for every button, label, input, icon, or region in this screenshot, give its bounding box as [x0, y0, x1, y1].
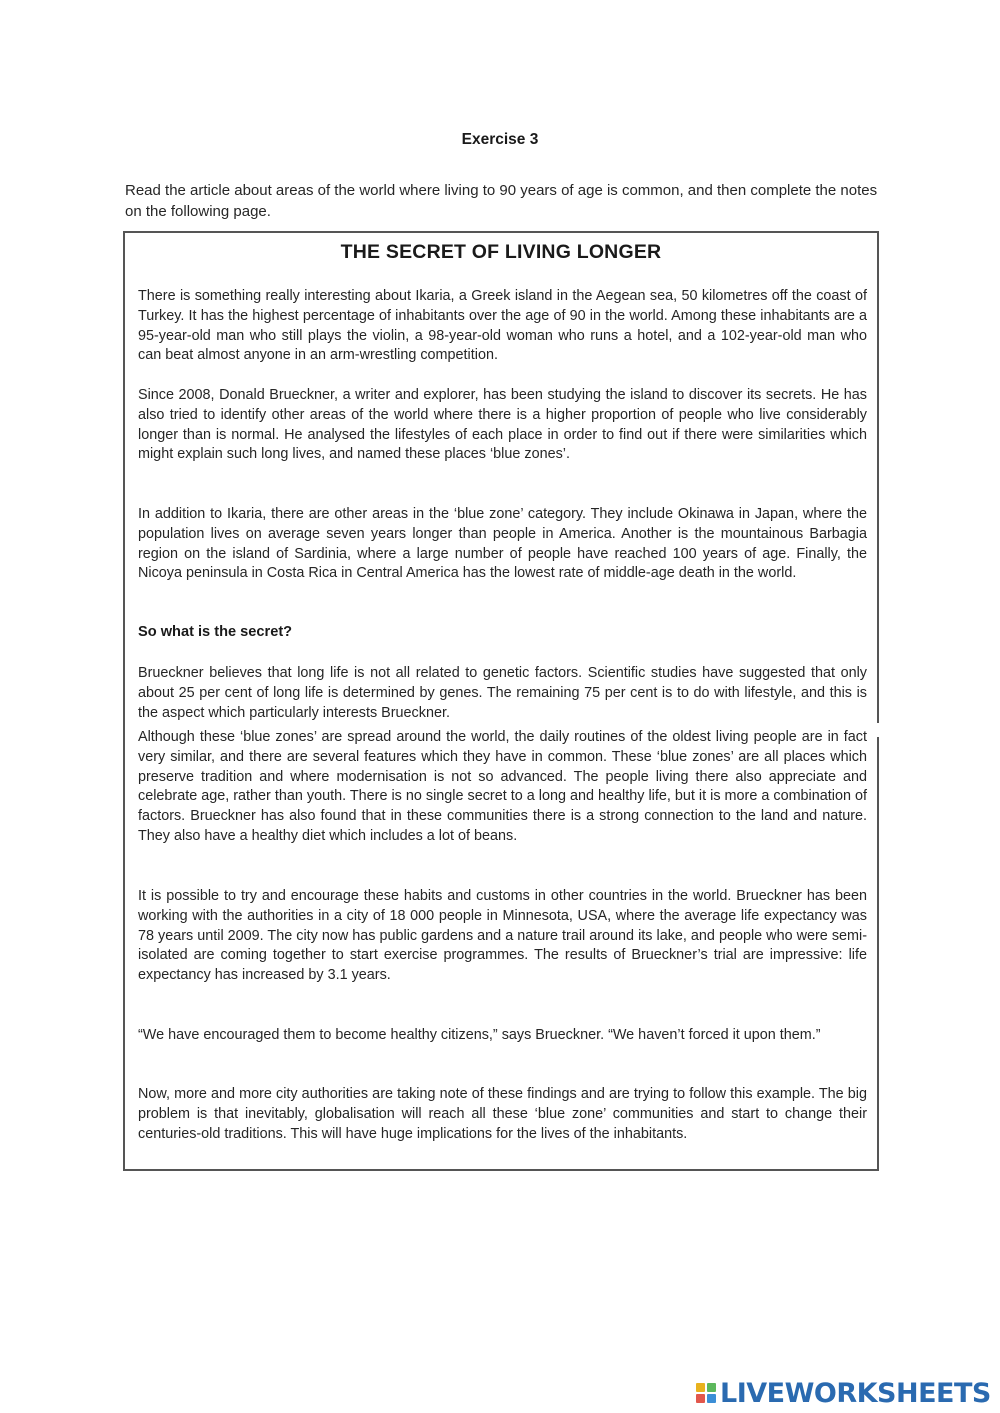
exercise-instructions: Read the article about areas of the world where living to 90 years of age is common, and then complete the notes on the following page. — [125, 182, 878, 220]
logo-square-s — [696, 1394, 705, 1403]
article-paragraph-2: Since 2008, Donald Brueckner, a writer and explorer, has been studying the island to discover its secrets. He has also tried to identify other areas of the world where there is a higher proportion of people who live considerably longer than is normal. He analysed the lifestyles of each place in order to find out if there were similarities which might explain such long lives, and named these places ‘blue zones’. — [138, 387, 867, 463]
frame-gap — [876, 723, 882, 737]
article-paragraph-4: Brueckner believes that long life is not all related to genetic factors. Scientific studies have suggested that only about 25 per cent of long life is determined by genes. The remaining 75 per cent is to do with lifestyle, and this is the aspect which particularly interests Brueckner. — [138, 665, 867, 721]
article-paragraph-6: It is possible to try and encourage these habits and customs in other countries in the world. Brueckner has been working with the authorities in a city of 18 000 people in Minnesota, USA, where the average life expectancy was 78 years until 2009. The city now has public gardens and a nature trail around its lake, and people who were semi-isolated are coming together to start exercise programmes. The results of Brueckner’s trial are impressive: life expectancy has increased by 3.1 years. — [138, 888, 867, 984]
article-paragraph-7: “We have encouraged them to become healthy citizens,” says Brueckner. “We haven’t forced it upon them.” — [138, 1027, 821, 1043]
article-title: THE SECRET OF LIVING LONGER — [340, 241, 662, 263]
article-paragraph-5: Although these ‘blue zones’ are spread around the world, the daily routines of the oldest living people are in fact very similar, and there are several features which they have in common. These ‘blue zones’ are all places which preserve tradition and where modernisation is not so advanced. The people living there also appreciate and celebrate age, rather than youth. There is no single secret to a long and healthy life, but it is more a combination of factors. Brueckner has also found that in these communities there is a strong connection to the land and nature. They also have a healthy diet which includes a lot of beans. — [138, 729, 867, 844]
article-paragraph-3: In addition to Ikaria, there are other areas in the ‘blue zone’ category. They include Okinawa in Japan, where the population lives on average seven years longer than people in America. Another is the mountainous Barbagia region on the island of Sardinia, where a large number of people have reached 100 years of age. Finally, the Nicoya peninsula in Costa Rica in Central America has the lowest rate of middle-age death in the world. — [138, 506, 867, 582]
article-paragraph-1: There is something really interesting about Ikaria, a Greek island in the Aegean sea, 50 kilometres off the coast of Turkey. It has the highest percentage of inhabitants over the age of 90 in the world. Among these inhabitants are a 95-year-old man who still plays the violin, a 98-year-old woman who runs a hotel, and a 102-year-old man who can beat almost anyone in an arm-wrestling competition. — [138, 288, 867, 364]
article-paragraph-8: Now, more and more city authorities are taking note of these findings and are trying to follow this example. The big problem is that inevitably, globalisation will reach all these ‘blue zone’ communities and start to change their centuries-old traditions. This will have huge implications for the lives of the inhabitants. — [138, 1086, 867, 1142]
exercise-title: Exercise 3 — [461, 131, 539, 148]
logo-square-b — [707, 1394, 716, 1403]
liveworksheets-logo — [696, 1375, 991, 1411]
logo-square-w — [707, 1383, 716, 1392]
logo-square-l — [696, 1383, 705, 1392]
article-subheading: So what is the secret? — [138, 624, 293, 640]
liveworksheets-logo-text: LIVEWORKSHEETS — [720, 1377, 991, 1409]
liveworksheets-logo-icon — [696, 1383, 716, 1403]
